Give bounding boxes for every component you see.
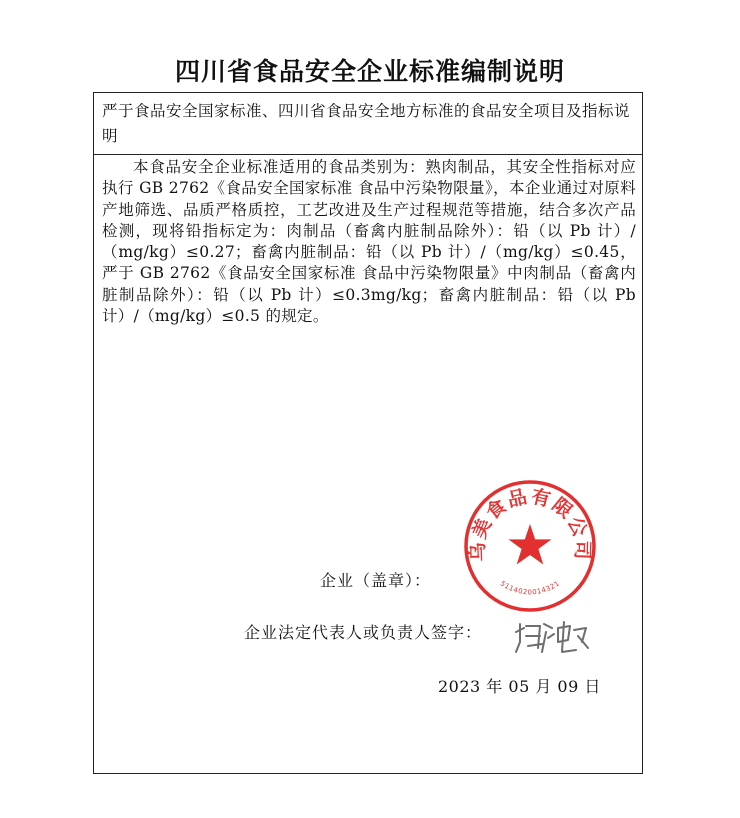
date: 2023 年 05 月 09 日	[438, 677, 601, 696]
content-frame	[93, 92, 643, 774]
handwritten-signature	[512, 618, 592, 662]
body-paragraph: 本食品安全企业标准适用的食品类别为：熟肉制品，其安全性指标对应执行 GB 2762《食品安全国家标准 食品中污染物限量》，本企业通过对原料产地筛选、品质严格质控，工艺改进及生产过程规范等措施，结合多次产品检测，现将铅指标定为：肉制品（畜禽内脏制品除外）：铅（以 Pb 计）/（mg/kg）≤0.27；畜禽内脏制品：铅（以 Pb 计）/（mg/kg）≤0.45，严于 GB 2762《食品安全国家标准 食品中污染物限量》中肉制品（畜禽内脏制品除外）：铅（以 Pb 计）≤0.3mg/kg；畜禽内脏制品：铅（以 Pb 计）/（mg/kg）≤0.5 的规定。	[102, 158, 636, 326]
seal-label: 企业（盖章）：	[320, 571, 432, 590]
subheading: 严于食品安全国家标准、四川省食品安全地方标准的食品安全项目及指标说明	[94, 93, 642, 155]
signer-label: 企业法定代表人或负责人签字：	[244, 623, 483, 642]
svg-text:5114020014321: 5114020014321	[498, 579, 562, 597]
svg-text:乌美食品有限公司: 乌美食品有限公司	[466, 485, 594, 562]
document-title: 四川省食品安全企业标准编制说明	[174, 57, 565, 86]
company-seal-stamp	[462, 478, 598, 614]
